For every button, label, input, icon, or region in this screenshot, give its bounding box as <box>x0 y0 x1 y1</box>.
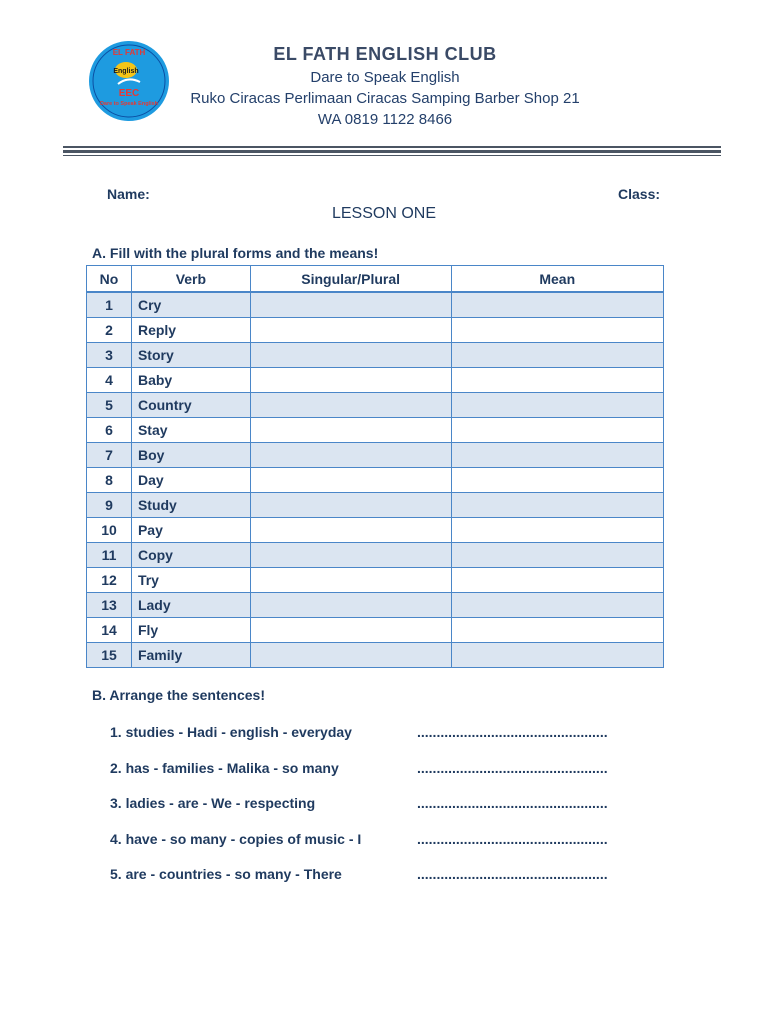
sentence-words: 4. have - so many - copies of music - I <box>110 830 362 847</box>
row-number: 3 <box>87 343 132 368</box>
sentence-item <box>110 831 670 867</box>
logo-inner-text: English <box>113 68 139 75</box>
sentence-words: 2. has - families - Malika - so many <box>110 759 339 776</box>
club-name: EL FATH ENGLISH CLUB <box>273 44 497 64</box>
row-verb: Country <box>131 393 250 418</box>
row-verb: Fly <box>131 618 250 643</box>
row-number: 2 <box>87 318 132 343</box>
row-verb: Study <box>131 493 250 518</box>
table-row <box>87 518 664 543</box>
mean-cell[interactable] <box>451 468 664 493</box>
sentence-item <box>110 866 670 902</box>
row-verb: Lady <box>131 593 250 618</box>
mean-cell[interactable] <box>451 368 664 393</box>
table-header-row <box>87 266 664 293</box>
table-row <box>87 368 664 393</box>
column-header-verb: Verb <box>131 266 250 293</box>
mean-cell[interactable] <box>451 318 664 343</box>
row-verb: Copy <box>131 543 250 568</box>
phone: WA 0819 1122 8466 <box>317 111 453 128</box>
singular-plural-cell[interactable] <box>250 343 451 368</box>
mean-cell[interactable] <box>451 518 664 543</box>
table-row <box>87 493 664 518</box>
singular-plural-cell[interactable] <box>250 543 451 568</box>
row-number: 13 <box>87 593 132 618</box>
row-number: 8 <box>87 468 132 493</box>
answer-blank[interactable]: ................................................. <box>417 724 608 740</box>
table-row <box>87 318 664 343</box>
row-number: 12 <box>87 568 132 593</box>
plural-table <box>86 265 664 668</box>
row-verb: Cry <box>131 292 250 318</box>
singular-plural-cell[interactable] <box>250 393 451 418</box>
table-row <box>87 418 664 443</box>
sentence-item <box>110 795 670 831</box>
singular-plural-cell[interactable] <box>250 643 451 668</box>
row-number: 9 <box>87 493 132 518</box>
sentence-item <box>110 724 670 760</box>
mean-cell[interactable] <box>451 568 664 593</box>
table-row <box>87 593 664 618</box>
table-row <box>87 343 664 368</box>
row-verb: Stay <box>131 418 250 443</box>
singular-plural-cell[interactable] <box>250 618 451 643</box>
table-row <box>87 643 664 668</box>
letterhead <box>180 44 590 130</box>
mean-cell[interactable] <box>451 643 664 668</box>
row-number: 10 <box>87 518 132 543</box>
singular-plural-cell[interactable] <box>250 568 451 593</box>
lesson-title: LESSON ONE <box>331 205 437 222</box>
column-header-no: No <box>87 266 132 293</box>
table-row <box>87 568 664 593</box>
answer-blank[interactable]: ................................................. <box>417 795 608 811</box>
table-row <box>87 443 664 468</box>
logo-badge: EEC <box>118 88 140 99</box>
singular-plural-cell[interactable] <box>250 368 451 393</box>
section-b-title: B. Arrange the sentences! <box>92 687 265 703</box>
mean-cell[interactable] <box>451 543 664 568</box>
singular-plural-cell[interactable] <box>250 518 451 543</box>
tagline: Dare to Speak English <box>310 69 460 86</box>
row-verb: Pay <box>131 518 250 543</box>
singular-plural-cell[interactable] <box>250 443 451 468</box>
mean-cell[interactable] <box>451 343 664 368</box>
mean-cell[interactable] <box>451 443 664 468</box>
mean-cell[interactable] <box>451 493 664 518</box>
row-number: 7 <box>87 443 132 468</box>
row-number: 14 <box>87 618 132 643</box>
row-verb: Try <box>131 568 250 593</box>
mean-cell[interactable] <box>451 292 664 318</box>
table-row <box>87 543 664 568</box>
header-divider-middle <box>63 150 721 153</box>
row-verb: Family <box>131 643 250 668</box>
answer-blank[interactable]: ................................................. <box>417 759 608 776</box>
singular-plural-cell[interactable] <box>250 493 451 518</box>
table-row <box>87 468 664 493</box>
header-divider-top <box>63 146 721 148</box>
row-verb: Reply <box>131 318 250 343</box>
singular-plural-cell[interactable] <box>250 418 451 443</box>
sentence-list <box>110 724 670 902</box>
header-divider-bottom <box>63 155 721 156</box>
row-number: 15 <box>87 643 132 668</box>
singular-plural-cell[interactable] <box>250 318 451 343</box>
row-number: 1 <box>87 292 132 318</box>
answer-blank[interactable]: ................................................. <box>417 866 608 882</box>
answer-blank[interactable]: ................................................. <box>417 830 608 847</box>
club-logo <box>88 40 170 122</box>
mean-cell[interactable] <box>451 418 664 443</box>
logo-top-text: EL FATH <box>112 48 146 57</box>
sentence-item <box>110 760 670 796</box>
row-number: 6 <box>87 418 132 443</box>
column-header-singular-plural: Singular/Plural <box>250 266 451 293</box>
name-label: Name: <box>107 186 150 202</box>
row-number: 5 <box>87 393 132 418</box>
mean-cell[interactable] <box>451 618 664 643</box>
logo-motto: Dare to Speak English <box>99 101 159 107</box>
sentence-words: 3. ladies - are - We - respecting <box>110 795 316 811</box>
mean-cell[interactable] <box>451 593 664 618</box>
row-verb: Boy <box>131 443 250 468</box>
table-row <box>87 292 664 318</box>
address: Ruko Ciracas Perlimaan Ciracas Samping Barber Shop 21 <box>190 90 580 107</box>
row-verb: Story <box>131 343 250 368</box>
singular-plural-cell[interactable] <box>250 468 451 493</box>
table-body <box>87 292 664 668</box>
sentence-words: 1. studies - Hadi - english - everyday <box>110 724 352 740</box>
row-verb: Baby <box>131 368 250 393</box>
sentence-words: 5. are - countries - so many - There <box>110 866 342 882</box>
singular-plural-cell[interactable] <box>250 292 451 318</box>
singular-plural-cell[interactable] <box>250 593 451 618</box>
table-row <box>87 393 664 418</box>
row-number: 4 <box>87 368 132 393</box>
section-a-title: A. Fill with the plural forms and the means! <box>92 245 379 261</box>
table-row <box>87 618 664 643</box>
column-header-mean: Mean <box>451 266 664 293</box>
row-verb: Day <box>131 468 250 493</box>
class-label: Class: <box>618 186 661 202</box>
mean-cell[interactable] <box>451 393 664 418</box>
row-number: 11 <box>87 543 132 568</box>
